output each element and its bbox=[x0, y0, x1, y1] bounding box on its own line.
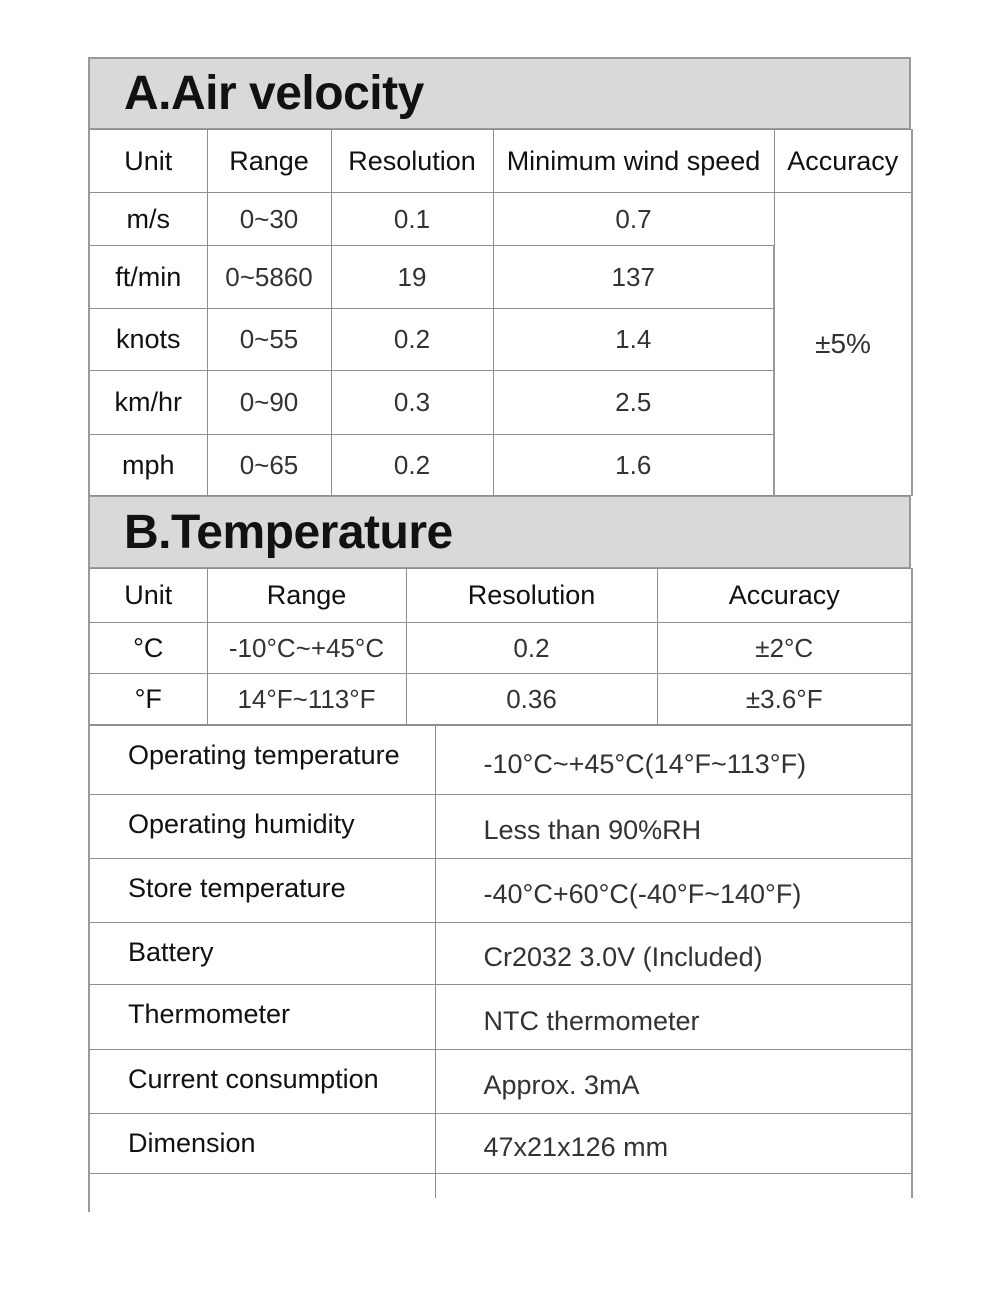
table-row bbox=[89, 985, 912, 1050]
table-row bbox=[89, 193, 912, 246]
temperature-header bbox=[88, 496, 911, 568]
range-cell: 0~30 bbox=[207, 193, 331, 246]
spec-value: -40°C+60°C(-40°F~140°F) bbox=[435, 859, 912, 923]
col-header-range: Range bbox=[207, 569, 406, 623]
spec-label: Operating temperature bbox=[89, 726, 435, 795]
range-cell: -10°C~+45°C bbox=[207, 623, 406, 674]
spec-label: Operating humidity bbox=[89, 795, 435, 859]
min-wind-cell: 137 bbox=[493, 246, 774, 309]
table-row bbox=[89, 726, 912, 795]
spec-value: -10°C~+45°C(14°F~113°F) bbox=[435, 726, 912, 795]
unit-cell: °F bbox=[89, 674, 207, 725]
resolution-cell: 0.3 bbox=[331, 371, 493, 435]
table-row-cut-off bbox=[89, 1174, 912, 1198]
unit-cell: km/hr bbox=[89, 371, 207, 435]
accuracy-cell: ±5% bbox=[774, 193, 912, 496]
spec-sheet bbox=[88, 57, 911, 1198]
col-header-range: Range bbox=[207, 130, 331, 193]
unit-cell: m/s bbox=[89, 193, 207, 246]
col-header-unit: Unit bbox=[89, 130, 207, 193]
spec-label: Battery bbox=[89, 923, 435, 985]
resolution-cell: 0.2 bbox=[331, 309, 493, 371]
spec-label: Store temperature bbox=[89, 859, 435, 923]
air-velocity-header bbox=[88, 57, 911, 129]
spec-value: Cr2032 3.0V (Included) bbox=[435, 923, 912, 985]
spec-value: NTC thermometer bbox=[435, 985, 912, 1050]
range-cell: 14°F~113°F bbox=[207, 674, 406, 725]
min-wind-cell: 1.6 bbox=[493, 435, 774, 496]
unit-cell: ft/min bbox=[89, 246, 207, 309]
resolution-cell: 0.36 bbox=[406, 674, 657, 725]
table-row bbox=[89, 1114, 912, 1174]
range-cell: 0~5860 bbox=[207, 246, 331, 309]
table-row bbox=[89, 623, 912, 674]
min-wind-cell: 0.7 bbox=[493, 193, 774, 246]
col-header-accuracy: Accuracy bbox=[774, 130, 912, 193]
air-velocity-title: A.Air velocity bbox=[124, 67, 424, 120]
min-wind-cell: 2.5 bbox=[493, 371, 774, 435]
resolution-cell: 0.1 bbox=[331, 193, 493, 246]
table-row bbox=[89, 795, 912, 859]
min-wind-cell: 1.4 bbox=[493, 309, 774, 371]
temperature-table bbox=[88, 568, 913, 725]
table-row bbox=[89, 859, 912, 923]
unit-cell: knots bbox=[89, 309, 207, 371]
accuracy-cell: ±2°C bbox=[657, 623, 912, 674]
range-cell: 0~65 bbox=[207, 435, 331, 496]
spec-value: Approx. 3mA bbox=[435, 1050, 912, 1114]
col-header-resolution: Resolution bbox=[331, 130, 493, 193]
temperature-header-row bbox=[89, 569, 912, 623]
spec-value: 47x21x126 mm bbox=[435, 1114, 912, 1174]
unit-cell: mph bbox=[89, 435, 207, 496]
col-header-accuracy: Accuracy bbox=[657, 569, 912, 623]
col-header-resolution: Resolution bbox=[406, 569, 657, 623]
table-row bbox=[89, 1050, 912, 1114]
spec-label: Thermometer bbox=[89, 985, 435, 1050]
col-header-unit: Unit bbox=[89, 569, 207, 623]
table-row bbox=[89, 923, 912, 985]
resolution-cell: 0.2 bbox=[406, 623, 657, 674]
range-cell: 0~90 bbox=[207, 371, 331, 435]
spec-value: Less than 90%RH bbox=[435, 795, 912, 859]
unit-cell: °C bbox=[89, 623, 207, 674]
table-row bbox=[89, 674, 912, 725]
resolution-cell: 0.2 bbox=[331, 435, 493, 496]
range-cell: 0~55 bbox=[207, 309, 331, 371]
table-edge-tail bbox=[88, 1190, 90, 1212]
spec-label: Current consumption bbox=[89, 1050, 435, 1114]
accuracy-cell: ±3.6°F bbox=[657, 674, 912, 725]
temperature-title: B.Temperature bbox=[124, 505, 453, 559]
empty-cell bbox=[89, 1174, 435, 1198]
specifications-table bbox=[88, 725, 913, 1198]
spec-label: Dimension bbox=[89, 1114, 435, 1174]
resolution-cell: 19 bbox=[331, 246, 493, 309]
empty-cell bbox=[435, 1174, 912, 1198]
air-velocity-table bbox=[88, 129, 913, 496]
col-header-min-wind: Minimum wind speed bbox=[493, 130, 774, 193]
air-velocity-header-row bbox=[89, 130, 912, 193]
